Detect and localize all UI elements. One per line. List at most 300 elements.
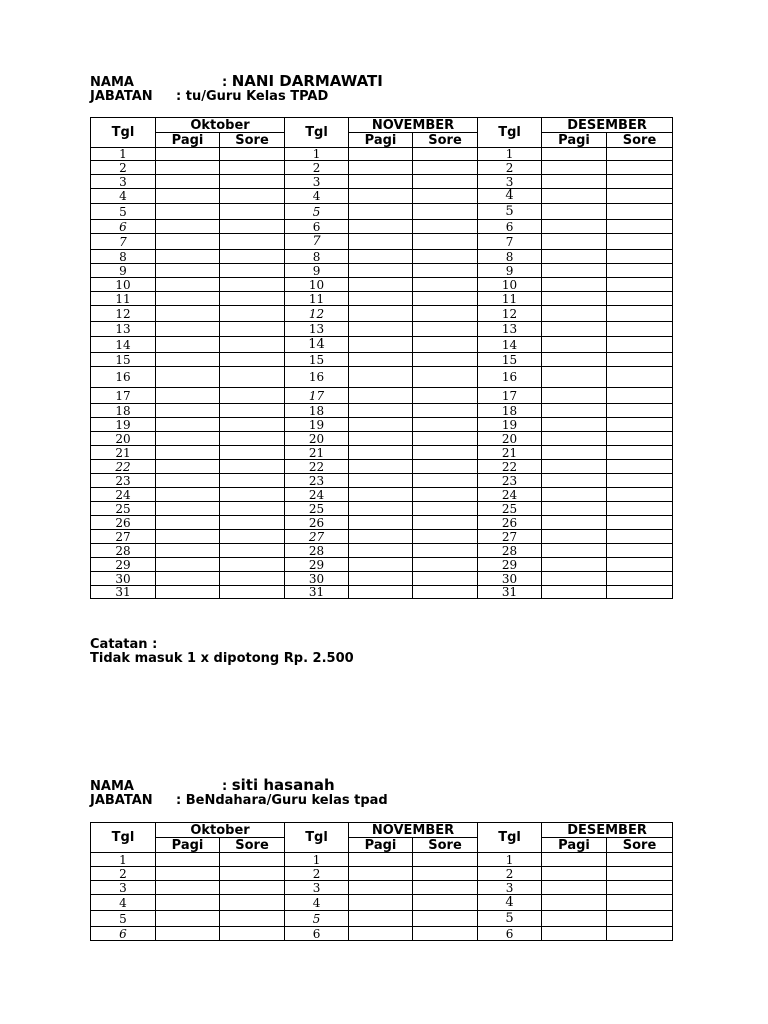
pagi-cell[interactable] xyxy=(542,234,607,250)
sore-cell[interactable] xyxy=(220,388,285,404)
day-number: 14 xyxy=(478,337,542,353)
day-number: 14 xyxy=(91,337,156,353)
pagi-cell[interactable] xyxy=(542,558,607,572)
sore-cell[interactable] xyxy=(607,250,673,264)
table-row xyxy=(91,250,673,264)
sore-cell[interactable] xyxy=(607,367,673,388)
pagi-cell[interactable] xyxy=(156,474,220,488)
table-row xyxy=(91,474,673,488)
day-number: 23 xyxy=(478,474,542,488)
pagi-cell[interactable] xyxy=(349,502,413,516)
pagi-cell[interactable] xyxy=(349,895,413,911)
pagi-cell[interactable] xyxy=(542,161,607,175)
sore-cell[interactable] xyxy=(413,278,478,292)
sore-cell[interactable] xyxy=(413,853,478,867)
sore-cell[interactable] xyxy=(220,278,285,292)
pagi-cell[interactable] xyxy=(156,558,220,572)
sore-cell[interactable] xyxy=(607,488,673,502)
sore-cell[interactable] xyxy=(607,911,673,927)
pagi-cell[interactable] xyxy=(542,927,607,941)
pagi-cell[interactable] xyxy=(349,927,413,941)
day-number: 26 xyxy=(285,516,349,530)
pagi-cell[interactable] xyxy=(156,388,220,404)
sore-cell[interactable] xyxy=(607,204,673,220)
sore-cell[interactable] xyxy=(607,175,673,189)
sore-cell[interactable] xyxy=(220,881,285,895)
pagi-cell[interactable] xyxy=(349,586,413,599)
pagi-cell[interactable] xyxy=(349,911,413,927)
pagi-cell[interactable] xyxy=(156,367,220,388)
day-number: 26 xyxy=(91,516,156,530)
tgl-header: Tgl xyxy=(478,118,542,148)
pagi-cell[interactable] xyxy=(349,530,413,544)
pagi-cell[interactable] xyxy=(542,353,607,367)
pagi-cell[interactable] xyxy=(156,220,220,234)
day-number: 2 xyxy=(285,161,349,175)
pagi-cell[interactable] xyxy=(542,189,607,204)
pagi-cell[interactable] xyxy=(349,432,413,446)
sore-cell[interactable] xyxy=(220,337,285,353)
pagi-cell[interactable] xyxy=(156,148,220,161)
pagi-cell[interactable] xyxy=(156,853,220,867)
tgl-header: Tgl xyxy=(91,823,156,853)
pagi-cell[interactable] xyxy=(542,881,607,895)
pagi-cell[interactable] xyxy=(349,278,413,292)
position-sep: : xyxy=(176,89,182,104)
pagi-cell[interactable] xyxy=(542,220,607,234)
sore-cell[interactable] xyxy=(413,502,478,516)
sore-cell[interactable] xyxy=(607,881,673,895)
pagi-cell[interactable] xyxy=(349,264,413,278)
sore-cell[interactable] xyxy=(607,544,673,558)
pagi-cell[interactable] xyxy=(349,404,413,418)
day-number: 13 xyxy=(478,322,542,337)
day-number: 1 xyxy=(91,853,156,867)
sore-cell[interactable] xyxy=(607,220,673,234)
day-number: 10 xyxy=(91,278,156,292)
pagi-cell[interactable] xyxy=(156,927,220,941)
sore-cell[interactable] xyxy=(607,388,673,404)
pagi-cell[interactable] xyxy=(349,474,413,488)
day-number: 18 xyxy=(91,404,156,418)
month-header-november: NOVEMBER xyxy=(349,118,478,133)
day-number: 27 xyxy=(285,530,349,544)
pagi-cell[interactable] xyxy=(156,432,220,446)
pagi-cell[interactable] xyxy=(349,516,413,530)
sore-cell[interactable] xyxy=(607,927,673,941)
table-row xyxy=(91,234,673,250)
sore-cell[interactable] xyxy=(220,853,285,867)
month-header-november: NOVEMBER xyxy=(349,823,478,838)
day-number: 5 xyxy=(91,911,156,927)
pagi-cell[interactable] xyxy=(542,516,607,530)
sore-cell[interactable] xyxy=(607,432,673,446)
day-number: 12 xyxy=(478,306,542,322)
sore-cell[interactable] xyxy=(220,572,285,586)
sore-cell[interactable] xyxy=(220,161,285,175)
pagi-cell[interactable] xyxy=(542,404,607,418)
sore-cell[interactable] xyxy=(607,337,673,353)
pagi-cell[interactable] xyxy=(156,278,220,292)
sore-cell[interactable] xyxy=(220,234,285,250)
sore-cell[interactable] xyxy=(413,353,478,367)
sore-cell[interactable] xyxy=(413,867,478,881)
sore-cell[interactable] xyxy=(220,353,285,367)
pagi-cell[interactable] xyxy=(542,278,607,292)
pagi-cell[interactable] xyxy=(542,175,607,189)
sore-cell[interactable] xyxy=(220,530,285,544)
pagi-cell[interactable] xyxy=(542,250,607,264)
pagi-cell[interactable] xyxy=(542,502,607,516)
day-number: 29 xyxy=(91,558,156,572)
pagi-cell[interactable] xyxy=(156,189,220,204)
pagi-cell[interactable] xyxy=(542,264,607,278)
pagi-cell[interactable] xyxy=(156,895,220,911)
sore-cell[interactable] xyxy=(413,234,478,250)
sore-cell[interactable] xyxy=(220,418,285,432)
sore-cell[interactable] xyxy=(413,418,478,432)
pagi-cell[interactable] xyxy=(156,460,220,474)
day-number: 20 xyxy=(285,432,349,446)
pagi-cell[interactable] xyxy=(349,388,413,404)
sore-cell[interactable] xyxy=(220,911,285,927)
sore-cell[interactable] xyxy=(413,432,478,446)
sore-header: Sore xyxy=(413,838,478,853)
pagi-cell[interactable] xyxy=(349,250,413,264)
sore-cell[interactable] xyxy=(220,322,285,337)
pagi-cell[interactable] xyxy=(349,161,413,175)
pagi-cell[interactable] xyxy=(542,446,607,460)
sore-cell[interactable] xyxy=(607,446,673,460)
pagi-cell[interactable] xyxy=(349,322,413,337)
pagi-cell[interactable] xyxy=(156,234,220,250)
sore-cell[interactable] xyxy=(413,367,478,388)
table-row xyxy=(91,388,673,404)
day-number: 5 xyxy=(478,911,542,927)
pagi-cell[interactable] xyxy=(542,586,607,599)
day-number: 23 xyxy=(285,474,349,488)
sore-cell[interactable] xyxy=(413,204,478,220)
sore-cell[interactable] xyxy=(220,446,285,460)
sore-cell[interactable] xyxy=(413,264,478,278)
pagi-cell[interactable] xyxy=(542,572,607,586)
pagi-cell[interactable] xyxy=(542,148,607,161)
pagi-cell[interactable] xyxy=(156,306,220,322)
sore-cell[interactable] xyxy=(413,572,478,586)
pagi-header: Pagi xyxy=(542,838,607,853)
pagi-cell[interactable] xyxy=(156,264,220,278)
sore-cell[interactable] xyxy=(607,895,673,911)
sore-cell[interactable] xyxy=(607,189,673,204)
sore-cell[interactable] xyxy=(607,234,673,250)
sore-cell[interactable] xyxy=(413,881,478,895)
pagi-cell[interactable] xyxy=(349,881,413,895)
sore-cell[interactable] xyxy=(607,586,673,599)
day-number: 4 xyxy=(91,189,156,204)
table-row xyxy=(91,189,673,204)
day-number: 9 xyxy=(478,264,542,278)
employee-position: tu/Guru Kelas TPAD xyxy=(185,89,329,104)
table-row xyxy=(91,204,673,220)
sore-cell[interactable] xyxy=(413,175,478,189)
table-row xyxy=(91,516,673,530)
pagi-cell[interactable] xyxy=(156,204,220,220)
sore-cell[interactable] xyxy=(220,558,285,572)
sore-cell[interactable] xyxy=(220,148,285,161)
sore-cell[interactable] xyxy=(413,544,478,558)
sore-cell[interactable] xyxy=(413,488,478,502)
sore-cell[interactable] xyxy=(607,502,673,516)
day-number: 10 xyxy=(285,278,349,292)
sore-cell[interactable] xyxy=(220,460,285,474)
month-header-desember: DESEMBER xyxy=(542,118,673,133)
sore-cell[interactable] xyxy=(607,148,673,161)
sore-cell[interactable] xyxy=(607,853,673,867)
sore-cell[interactable] xyxy=(607,353,673,367)
sore-cell[interactable] xyxy=(413,460,478,474)
day-number: 10 xyxy=(478,278,542,292)
pagi-cell[interactable] xyxy=(156,322,220,337)
pagi-cell[interactable] xyxy=(156,446,220,460)
table-row xyxy=(91,586,673,599)
day-number: 2 xyxy=(91,161,156,175)
pagi-cell[interactable] xyxy=(156,572,220,586)
day-number: 1 xyxy=(478,853,542,867)
name-label: NAMA xyxy=(90,75,134,90)
sore-cell[interactable] xyxy=(220,586,285,599)
name-sep: : xyxy=(222,75,228,90)
table-row xyxy=(91,446,673,460)
day-number: 7 xyxy=(285,234,349,250)
sore-cell[interactable] xyxy=(220,189,285,204)
pagi-cell[interactable] xyxy=(349,460,413,474)
pagi-cell[interactable] xyxy=(156,337,220,353)
day-number: 6 xyxy=(91,220,156,234)
table-row xyxy=(91,292,673,306)
sore-cell[interactable] xyxy=(220,544,285,558)
sore-cell[interactable] xyxy=(607,460,673,474)
sore-cell[interactable] xyxy=(220,927,285,941)
sore-cell[interactable] xyxy=(220,516,285,530)
sore-cell[interactable] xyxy=(607,474,673,488)
pagi-cell[interactable] xyxy=(542,488,607,502)
sore-cell[interactable] xyxy=(413,446,478,460)
day-number: 17 xyxy=(91,388,156,404)
day-number: 20 xyxy=(91,432,156,446)
sore-cell[interactable] xyxy=(413,322,478,337)
sore-cell[interactable] xyxy=(413,895,478,911)
pagi-cell[interactable] xyxy=(156,418,220,432)
sore-cell[interactable] xyxy=(607,867,673,881)
pagi-cell[interactable] xyxy=(156,881,220,895)
sore-header: Sore xyxy=(607,838,673,853)
sore-cell[interactable] xyxy=(220,175,285,189)
day-number: 13 xyxy=(91,322,156,337)
pagi-cell[interactable] xyxy=(349,148,413,161)
pagi-cell[interactable] xyxy=(542,337,607,353)
day-number: 1 xyxy=(285,148,349,161)
pagi-cell[interactable] xyxy=(349,175,413,189)
pagi-cell[interactable] xyxy=(542,911,607,927)
pagi-cell[interactable] xyxy=(542,306,607,322)
pagi-cell[interactable] xyxy=(156,292,220,306)
sore-cell[interactable] xyxy=(220,895,285,911)
sore-cell[interactable] xyxy=(220,474,285,488)
pagi-cell[interactable] xyxy=(542,530,607,544)
sore-cell[interactable] xyxy=(413,148,478,161)
sore-cell[interactable] xyxy=(220,404,285,418)
pagi-cell[interactable] xyxy=(349,367,413,388)
sore-cell[interactable] xyxy=(413,404,478,418)
pagi-cell[interactable] xyxy=(349,418,413,432)
pagi-cell[interactable] xyxy=(349,189,413,204)
sore-cell[interactable] xyxy=(413,474,478,488)
sore-cell[interactable] xyxy=(413,530,478,544)
pagi-cell[interactable] xyxy=(542,204,607,220)
pagi-cell[interactable] xyxy=(349,292,413,306)
day-number: 25 xyxy=(478,502,542,516)
pagi-cell[interactable] xyxy=(156,175,220,189)
sore-cell[interactable] xyxy=(607,322,673,337)
table-row xyxy=(91,264,673,278)
position-label: JABATAN xyxy=(90,793,153,808)
position-sep: : xyxy=(176,793,182,808)
pagi-cell[interactable] xyxy=(156,911,220,927)
pagi-cell[interactable] xyxy=(156,530,220,544)
pagi-cell[interactable] xyxy=(156,586,220,599)
day-number: 12 xyxy=(91,306,156,322)
sore-cell[interactable] xyxy=(607,530,673,544)
sore-cell[interactable] xyxy=(220,220,285,234)
position-line xyxy=(90,89,672,105)
day-number: 26 xyxy=(478,516,542,530)
pagi-cell[interactable] xyxy=(349,544,413,558)
sore-cell[interactable] xyxy=(220,292,285,306)
pagi-cell[interactable] xyxy=(542,292,607,306)
sore-cell[interactable] xyxy=(607,418,673,432)
pagi-cell[interactable] xyxy=(349,867,413,881)
sore-cell[interactable] xyxy=(413,220,478,234)
pagi-cell[interactable] xyxy=(542,460,607,474)
pagi-cell[interactable] xyxy=(349,204,413,220)
sore-cell[interactable] xyxy=(607,306,673,322)
sore-header: Sore xyxy=(607,133,673,148)
day-number: 16 xyxy=(91,367,156,388)
sore-cell[interactable] xyxy=(607,572,673,586)
sore-cell[interactable] xyxy=(413,558,478,572)
pagi-cell[interactable] xyxy=(349,558,413,572)
pagi-cell[interactable] xyxy=(156,516,220,530)
sore-cell[interactable] xyxy=(220,250,285,264)
sore-cell[interactable] xyxy=(413,189,478,204)
pagi-cell[interactable] xyxy=(349,337,413,353)
pagi-cell[interactable] xyxy=(542,418,607,432)
sore-cell[interactable] xyxy=(607,161,673,175)
pagi-cell[interactable] xyxy=(542,853,607,867)
table-row xyxy=(91,353,673,367)
pagi-cell[interactable] xyxy=(156,250,220,264)
sore-cell[interactable] xyxy=(607,278,673,292)
table-row xyxy=(91,337,673,353)
sore-cell[interactable] xyxy=(220,204,285,220)
day-number: 2 xyxy=(478,867,542,881)
day-number: 27 xyxy=(478,530,542,544)
sore-cell[interactable] xyxy=(413,388,478,404)
sore-cell[interactable] xyxy=(413,292,478,306)
pagi-cell[interactable] xyxy=(156,544,220,558)
day-number: 5 xyxy=(91,204,156,220)
pagi-cell[interactable] xyxy=(156,404,220,418)
pagi-cell[interactable] xyxy=(156,867,220,881)
sore-cell[interactable] xyxy=(220,502,285,516)
pagi-cell[interactable] xyxy=(542,867,607,881)
pagi-cell[interactable] xyxy=(542,432,607,446)
sore-cell[interactable] xyxy=(607,264,673,278)
table-row xyxy=(91,278,673,292)
day-number: 21 xyxy=(478,446,542,460)
sore-cell[interactable] xyxy=(413,516,478,530)
pagi-cell[interactable] xyxy=(349,572,413,586)
pagi-cell[interactable] xyxy=(349,853,413,867)
sore-header: Sore xyxy=(220,838,285,853)
pagi-cell[interactable] xyxy=(156,488,220,502)
pagi-cell[interactable] xyxy=(156,161,220,175)
sore-cell[interactable] xyxy=(413,586,478,599)
sore-cell[interactable] xyxy=(413,306,478,322)
pagi-cell[interactable] xyxy=(349,306,413,322)
pagi-cell[interactable] xyxy=(156,353,220,367)
pagi-header: Pagi xyxy=(349,838,413,853)
day-number: 25 xyxy=(91,502,156,516)
sore-cell[interactable] xyxy=(413,927,478,941)
pagi-cell[interactable] xyxy=(349,488,413,502)
sore-cell[interactable] xyxy=(607,516,673,530)
sore-cell[interactable] xyxy=(607,404,673,418)
tgl-header: Tgl xyxy=(91,118,156,148)
pagi-cell[interactable] xyxy=(542,544,607,558)
sore-cell[interactable] xyxy=(413,337,478,353)
sore-cell[interactable] xyxy=(220,264,285,278)
sore-cell[interactable] xyxy=(413,250,478,264)
pagi-cell[interactable] xyxy=(542,895,607,911)
pagi-cell[interactable] xyxy=(542,322,607,337)
pagi-cell[interactable] xyxy=(349,446,413,460)
pagi-cell[interactable] xyxy=(349,220,413,234)
day-number: 5 xyxy=(285,204,349,220)
table-row xyxy=(91,895,673,911)
pagi-cell[interactable] xyxy=(349,234,413,250)
day-number: 15 xyxy=(478,353,542,367)
pagi-header: Pagi xyxy=(156,838,220,853)
pagi-cell[interactable] xyxy=(542,367,607,388)
tgl-header: Tgl xyxy=(478,823,542,853)
sore-cell[interactable] xyxy=(220,367,285,388)
sore-cell[interactable] xyxy=(220,432,285,446)
sore-cell[interactable] xyxy=(220,488,285,502)
sore-cell[interactable] xyxy=(607,558,673,572)
sore-cell[interactable] xyxy=(220,867,285,881)
sore-cell[interactable] xyxy=(220,306,285,322)
day-number: 15 xyxy=(91,353,156,367)
sore-cell[interactable] xyxy=(607,292,673,306)
pagi-cell[interactable] xyxy=(349,353,413,367)
pagi-cell[interactable] xyxy=(542,388,607,404)
sore-cell[interactable] xyxy=(413,911,478,927)
day-number: 24 xyxy=(285,488,349,502)
sore-cell[interactable] xyxy=(413,161,478,175)
pagi-cell[interactable] xyxy=(542,474,607,488)
pagi-cell[interactable] xyxy=(156,502,220,516)
